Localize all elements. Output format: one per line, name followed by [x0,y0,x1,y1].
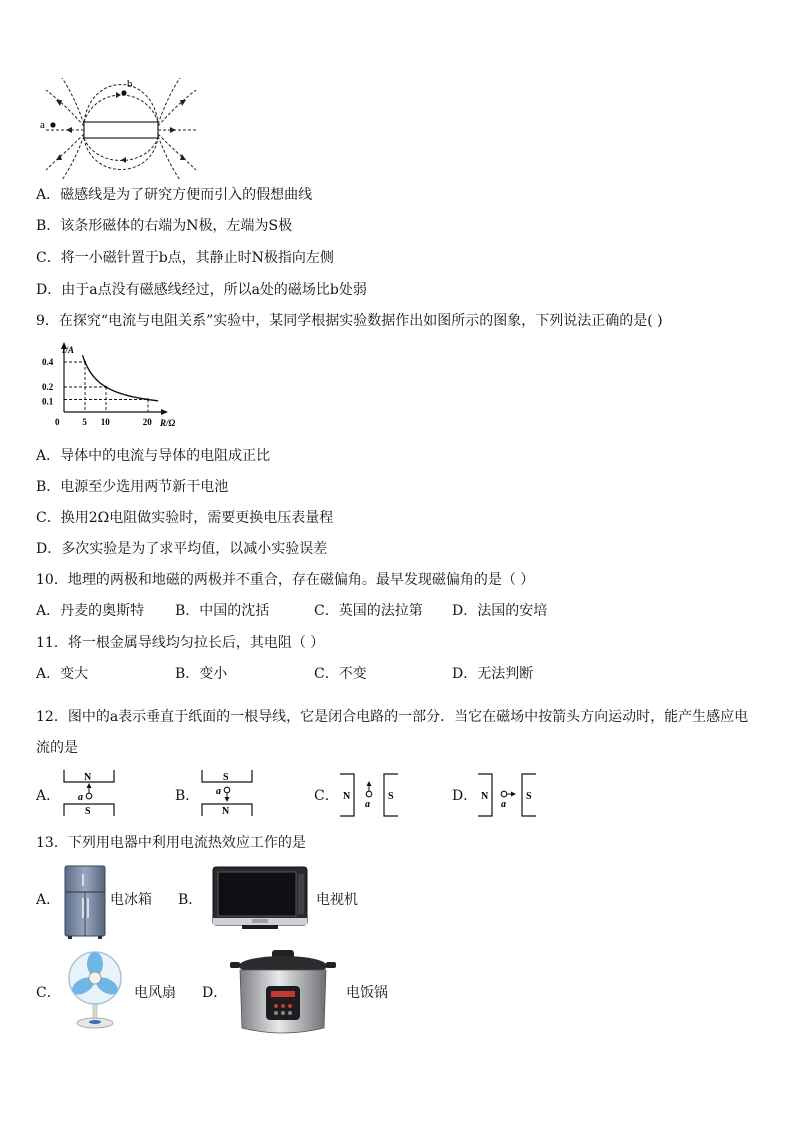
q9-option-b: B．电源至少选用两节新干电池 [36,479,229,495]
q12-stem-line1: 12．图中的a表示垂直于纸面的一根导线，它是闭合电路的一部分．当它在磁场中按箭头方向运动时，能产生感应电 [36,709,749,725]
refrigerator-icon [62,864,108,940]
wire-a [366,791,372,797]
television-icon [212,866,308,930]
wire-a [224,787,230,793]
q11-option-c: C．不变 [314,666,367,682]
q11-option-d: D．无法判断 [452,666,534,682]
q8-option-b: B．该条形磁体的右端为N极，左端为S极 [36,218,293,234]
rice-cooker-icon [226,948,340,1038]
pole-n: N [343,791,351,802]
q10-option-b: B．中国的沈括 [175,603,270,619]
down-arrow-icon [225,797,230,802]
q13-option-b-name: 电视机 [316,892,358,908]
q9-option-a: A．导体中的电流与导体的电阻成正比 [36,448,271,464]
electric-fan-icon [62,950,128,1030]
wire-label: a [216,786,221,797]
q13-option-d-label: D． [202,985,228,1001]
q8-option-c: C．将一小磁针置于b点，其静止时N极指向左侧 [36,250,334,266]
q12-option-d-figure [476,772,540,818]
pole-s: S [223,772,229,783]
q12-option-a-label: A． [36,788,61,804]
q11-stem: 11．将一根金属导线均匀拉长后，其电阻（ ） [36,635,325,651]
wire-label: a [365,799,370,810]
right-arrow-icon [511,792,516,797]
wire-a [501,791,507,797]
label-a: a [40,119,45,131]
x-tick-label: 5 [82,417,87,427]
pole-n: N [84,772,92,783]
y-tick-label: 0.2 [42,382,54,392]
wire-a [86,793,92,799]
q13-stem: 13．下列用电器中利用电流热效应工作的是 [36,835,306,851]
pole-n: N [222,806,230,817]
x-tick-label: 20 [142,417,152,427]
pole-s: S [85,806,91,817]
q13-option-a-name: 电冰箱 [110,892,152,908]
pole-n: N [481,791,489,802]
wire-label: a [501,799,506,810]
point-b [121,90,126,95]
q13-option-c-label: C． [36,985,61,1001]
q10-stem: 10．地理的两极和地磁的两极并不重合，存在磁偏角。最早发现磁偏角的是（ ） [36,572,535,588]
x-axis-label: R/Ω [160,418,176,428]
q13-option-d-name: 电饭锅 [346,985,388,1001]
q13-option-b-label: B． [178,892,203,908]
y-tick-label: 0.4 [42,357,54,367]
pole-s: S [526,791,532,802]
x-tick-label: 0 [55,417,60,427]
up-arrow-icon [367,781,372,786]
q12-option-b-figure [200,768,256,818]
q10-option-d: D．法国的安培 [452,603,548,619]
pole-s: S [388,791,394,802]
wire-label: a [78,792,83,803]
x-tick-label: 10 [100,417,110,427]
q12-stem-line2: 流的是 [36,740,78,756]
magnet-field-figure [36,76,206,176]
data-point [84,361,86,363]
q12-option-c-figure [338,772,402,818]
q12-option-b-label: B． [175,788,200,804]
q9-option-d: D．多次实验是为了求平均值，以减小实验误差 [36,541,328,557]
q13-option-c-name: 电风扇 [134,985,176,1001]
q10-option-c: C．英国的法拉第 [314,603,423,619]
label-b: b [127,78,133,90]
q10-option-a: A．丹麦的奥斯特 [36,603,145,619]
q12-option-c-label: C． [314,788,339,804]
q8-option-d: D．由于a点没有磁感线经过，所以a处的磁场比b处弱 [36,282,367,298]
y-axis-label: I/A [62,345,75,355]
q8-option-a: A．磁感线是为了研究方便而引入的假想曲线 [36,187,313,203]
data-point [147,398,149,400]
y-tick-label: 0.1 [42,396,54,407]
q13-option-a-label: A． [36,892,61,908]
bar-magnet [84,122,158,138]
up-arrow-icon [87,783,92,788]
q12-option-a-figure [62,768,118,818]
q9-stem: 9．在探究“电流与电阻关系”实验中，某同学根据实验数据作出如图所示的图象，下列说法正确的是( ) [36,313,663,329]
q12-option-d-label: D． [452,788,478,804]
q11-option-a: A．变大 [36,666,89,682]
current-resistance-graph [40,340,180,430]
point-a [50,122,55,127]
q11-option-b: B．变小 [175,666,228,682]
q9-option-c: C．换用2Ω电阻做实验时，需要更换电压表量程 [36,510,334,526]
current-curve [83,355,159,401]
data-point [105,386,107,388]
